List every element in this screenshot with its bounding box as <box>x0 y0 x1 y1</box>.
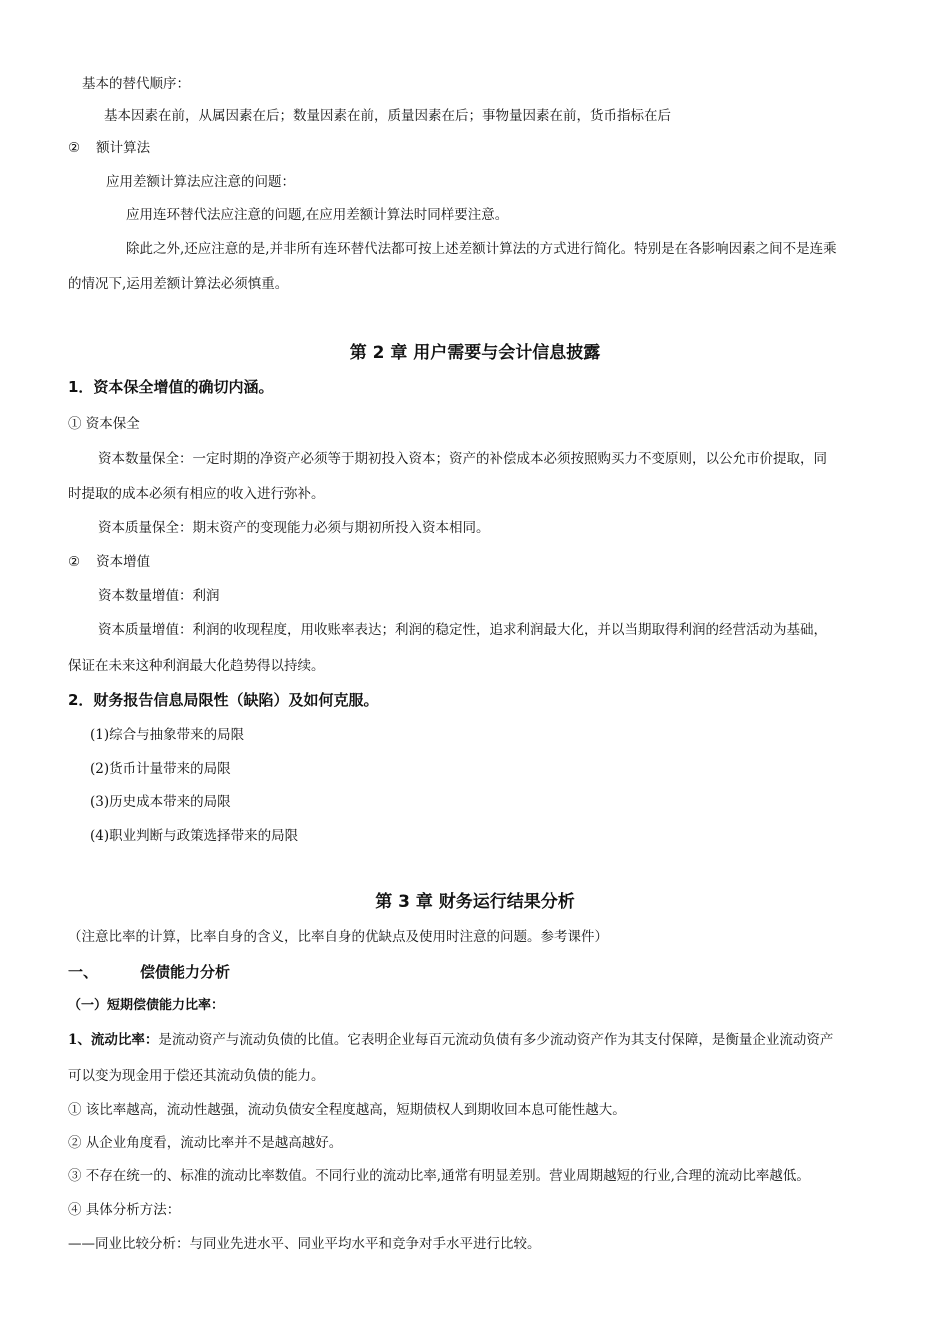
paragraph-line: 资本质量增值：利润的收现程度，用收账率表达；利润的稳定性，追求利润最大化，并以当期取得利润的经营活动为基础， <box>98 622 827 638</box>
list-item: (4)职业判断与政策选择带来的局限 <box>90 828 299 844</box>
difference-method-issues-label: 应用差额计算法应注意的问题： <box>106 174 295 190</box>
paragraph-line: 保证在未来这种利润最大化趋势得以持续。 <box>68 658 325 674</box>
chapter-2-title: 第 2 章 用户需要与会计信息披露 <box>349 343 601 363</box>
paragraph-line: 时提取的成本必须有相应的收入进行弥补。 <box>68 486 325 502</box>
difference-method-label: 额计算法 <box>96 140 151 156</box>
capital-appreciation-label: 资本增值 <box>96 554 151 570</box>
paragraph-line: 的情况下,运用差额计算法必须慎重。 <box>68 276 289 292</box>
chapter-3-title: 第 3 章 财务运行结果分析 <box>375 892 575 912</box>
subsection-heading: ① 资本保全 <box>68 416 140 432</box>
current-ratio-label: 1、流动比率： <box>68 1032 159 1048</box>
list-item: (1)综合与抽象带来的局限 <box>90 727 245 743</box>
paragraph-line: 资本数量增值：利润 <box>98 588 220 604</box>
paragraph-line: ——同业比较分析：与同业先进水平、同业平均水平和竞争对手水平进行比较。 <box>68 1236 541 1252</box>
chapter-note: （注意比率的计算，比率自身的含义，比率自身的优缺点及使用时注意的问题。参考课件） <box>68 929 608 945</box>
paragraph-line: 应用连环替代法应注意的问题,在应用差额计算法时同样要注意。 <box>126 207 509 223</box>
section-heading: 1．资本保全增值的确切内涵。 <box>68 378 274 396</box>
subsection-heading <box>68 552 150 572</box>
list-item: ③ 不存在统一的、标准的流动比率数值。不同行业的流动比率,通常有明显差别。营业周期越短的行业,合理的流动比率越低。 <box>68 1168 810 1184</box>
paragraph-line: 可以变为现金用于偿还其流动负债的能力。 <box>68 1068 325 1084</box>
difference-method-heading <box>68 138 150 158</box>
section-number: 一、 <box>68 963 99 981</box>
list-item: ② 从企业角度看，流动比率并不是越高越好。 <box>68 1135 343 1151</box>
section-heading: 2．财务报告信息局限性（缺陷）及如何克服。 <box>68 691 379 709</box>
substitution-order-text: 基本因素在前，从属因素在后；数量因素在前，质量因素在后；事物量因素在前，货币指标在后 <box>104 108 671 124</box>
solvency-analysis-title: 偿债能力分析 <box>140 963 231 981</box>
paragraph-line: 资本质量保全：期末资产的变现能力必须与期初所投入资本相同。 <box>98 520 490 536</box>
list-marker: ② <box>68 554 81 570</box>
current-ratio-definition <box>68 1030 833 1050</box>
substitution-order-label: 基本的替代顺序： <box>82 76 190 92</box>
list-item: ④ 具体分析方法： <box>68 1202 181 1218</box>
paragraph-line: 资本数量保全：一定时期的净资产必须等于期初投入资本；资产的补偿成本必须按照购买力不变原则，以公允市价提取，同 <box>98 451 827 467</box>
list-item: (3)历史成本带来的局限 <box>90 794 231 810</box>
list-marker: ② <box>68 140 81 156</box>
subsection-heading: （一）短期偿债能力比率： <box>68 998 225 1013</box>
list-item: ① 该比率越高，流动性越强，流动负债安全程度越高，短期债权人到期收回本息可能性越大。 <box>68 1102 626 1118</box>
current-ratio-text: 是流动资产与流动负债的比值。它表明企业每百元流动负债有多少流动资产作为其支付保障，是衡量企业流动资产 <box>158 1032 834 1048</box>
list-item: (2)货币计量带来的局限 <box>90 761 231 777</box>
paragraph-line: 除此之外,还应注意的是,并非所有连环替代法都可按上述差额计算法的方式进行简化。特别是在各影响因素之间不是连乘 <box>126 241 837 257</box>
section-heading <box>68 962 230 982</box>
